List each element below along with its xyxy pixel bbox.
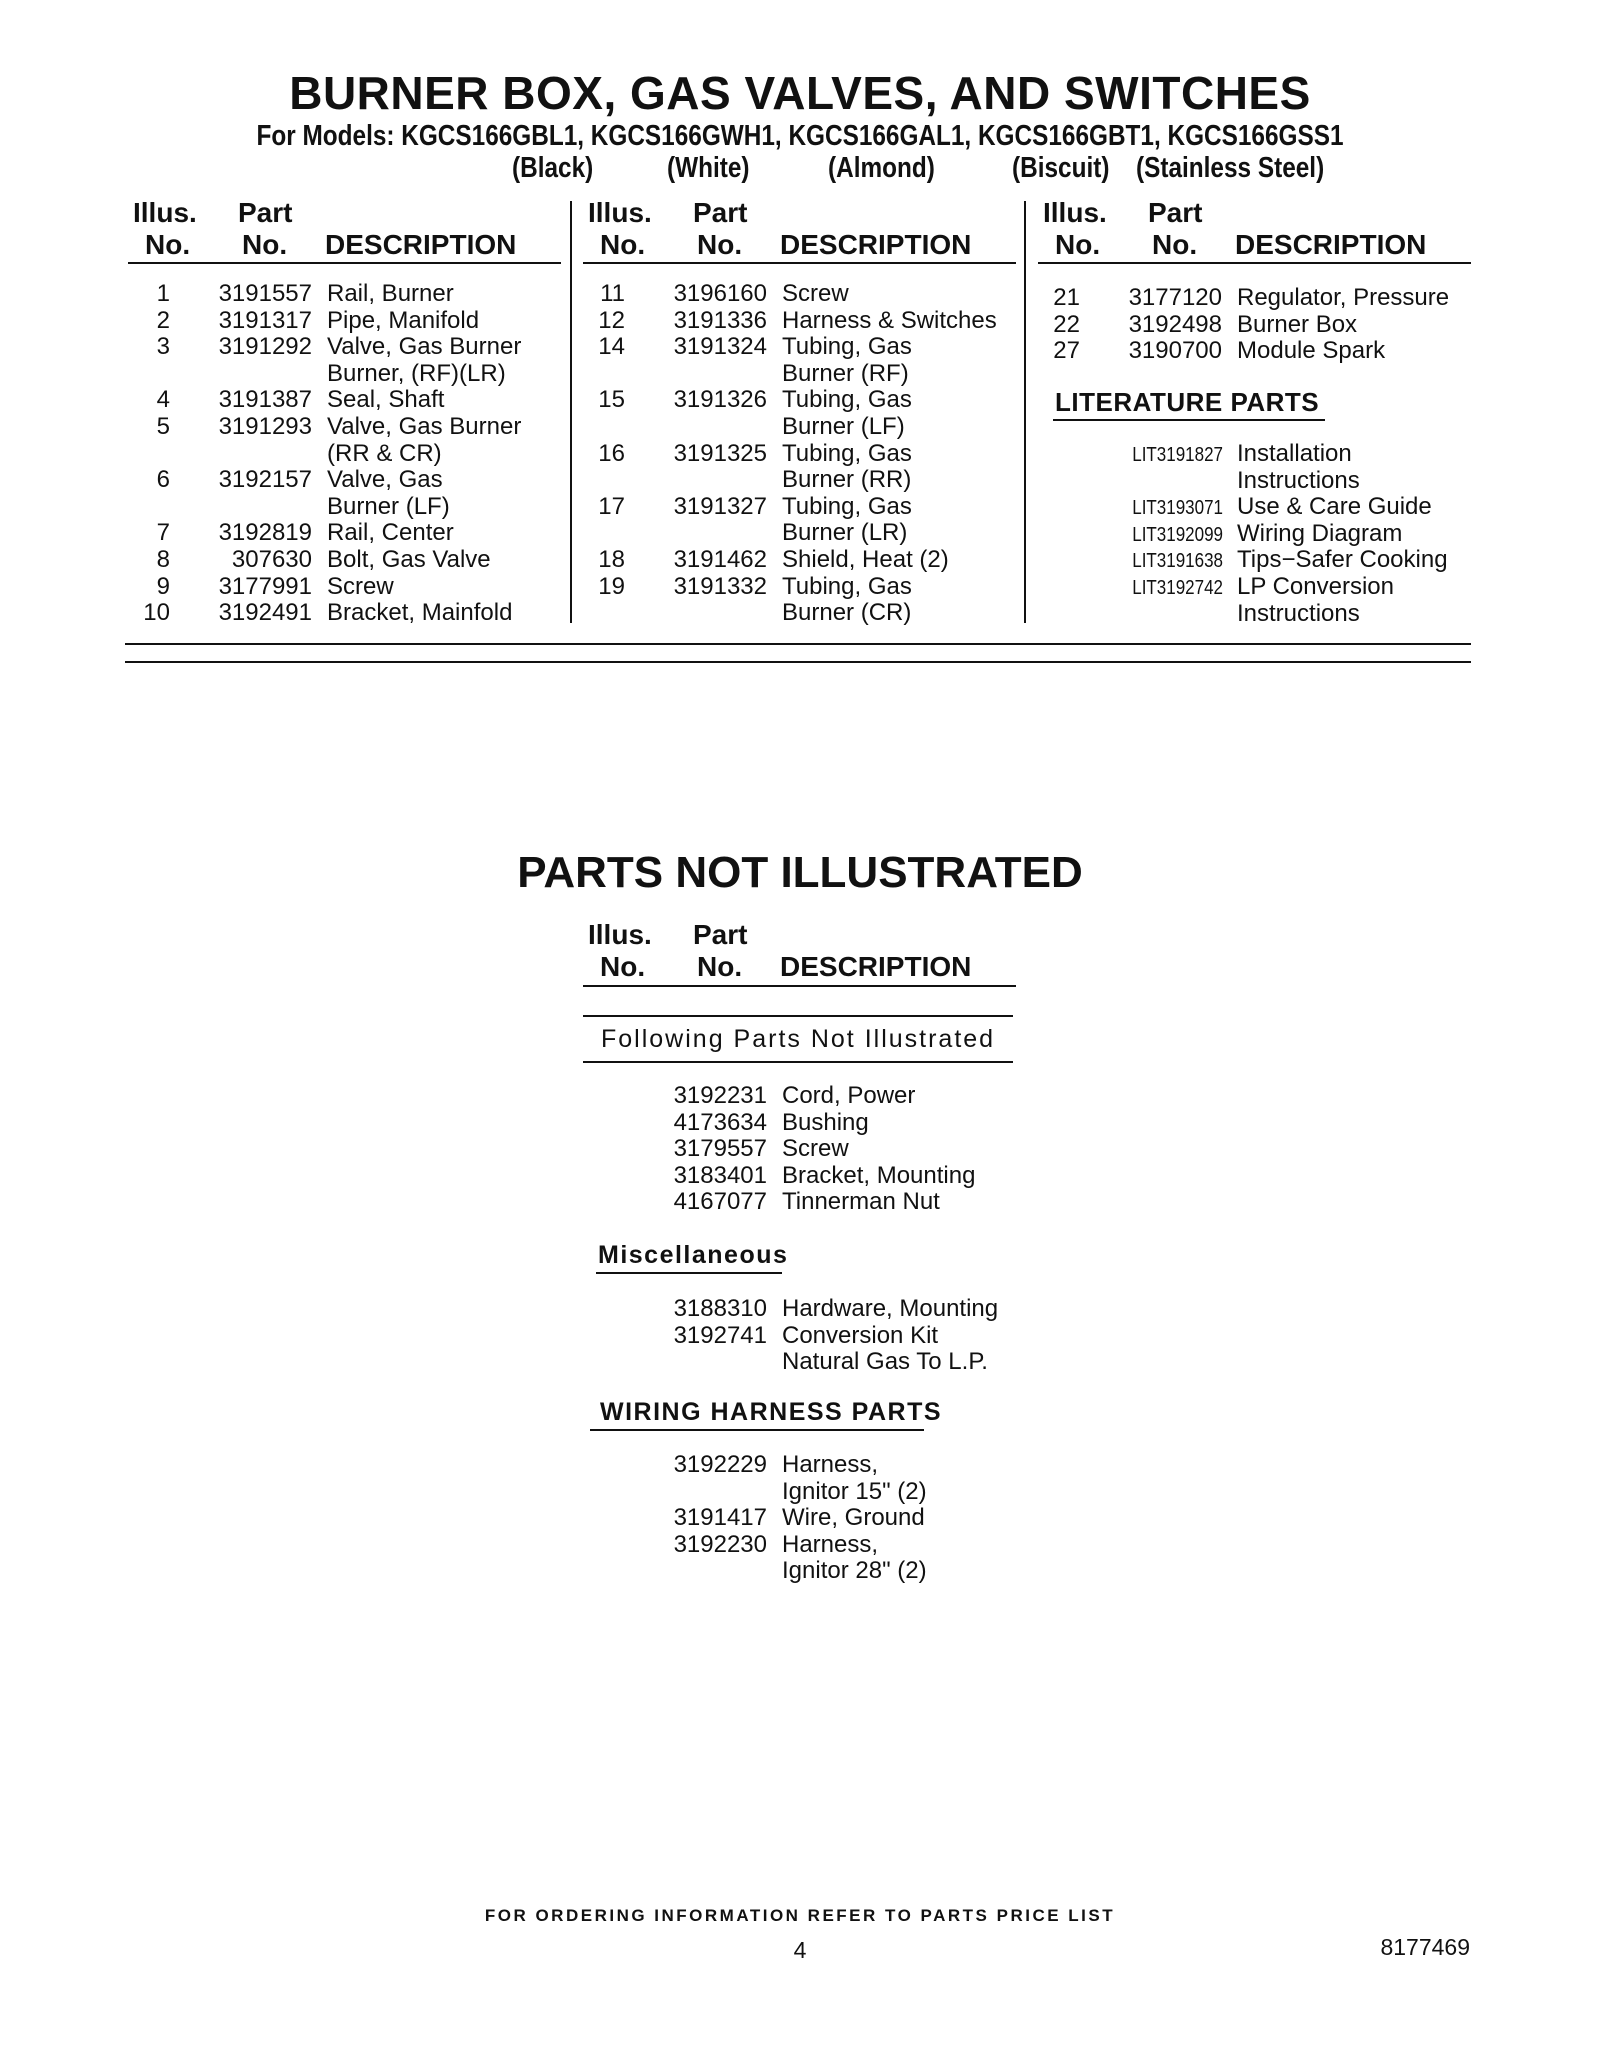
header-part-no: No. xyxy=(242,229,288,260)
footer-note: FOR ORDERING INFORMATION REFER TO PARTS PRICE LIST xyxy=(484,1906,1116,1925)
misc-label: Miscellaneous xyxy=(598,1241,789,1269)
part-number: 3192819 xyxy=(218,519,312,547)
part-description: Burner (RF) xyxy=(782,359,909,387)
part-description: Screw xyxy=(782,280,849,307)
part-number: LIT3191827 xyxy=(1132,444,1223,466)
part-description: Pipe, Manifold xyxy=(327,306,480,334)
part-description: Burner (RR) xyxy=(782,466,912,494)
header-illus: Illus. xyxy=(588,919,652,950)
illus-number: 16 xyxy=(598,439,625,467)
part-number: 3191324 xyxy=(673,333,767,361)
part-number: 3191557 xyxy=(218,280,312,307)
part-description: Burner (LF) xyxy=(327,492,450,520)
document-number: 8177469 xyxy=(1380,1934,1470,1960)
part-description: Natural Gas To L.P. xyxy=(782,1348,988,1376)
part-number: 3191325 xyxy=(673,439,767,467)
section-rule-bottom xyxy=(125,661,1471,663)
column-divider xyxy=(1024,201,1026,623)
part-number: 3196160 xyxy=(673,280,767,307)
part-description: Rail, Burner xyxy=(327,280,454,307)
header-rule-col3 xyxy=(1038,262,1471,264)
part-number: 3191292 xyxy=(218,333,312,361)
part-description: Harness, xyxy=(782,1451,879,1478)
part-number: 3191336 xyxy=(673,306,767,334)
header-rule-pni xyxy=(583,985,1016,987)
part-description: Regulator, Pressure xyxy=(1237,284,1450,311)
part-description: Burner (LF) xyxy=(782,413,905,440)
literature-rule xyxy=(1053,419,1325,421)
part-number: 3177120 xyxy=(1128,284,1222,311)
part-description: Burner (CR) xyxy=(782,599,912,627)
part-number: 3192741 xyxy=(673,1321,767,1349)
header-illus-no: No. xyxy=(600,229,646,260)
header-illus: Illus. xyxy=(1043,197,1107,228)
header-col2 xyxy=(585,197,1015,267)
illus-number: 8 xyxy=(156,546,170,573)
part-description: Ignitor 15" (2) xyxy=(782,1477,927,1505)
part-description: Bracket, Mainfold xyxy=(327,599,513,627)
part-number: LIT3192742 xyxy=(1132,577,1223,599)
illus-number: 19 xyxy=(598,572,625,600)
part-description: Valve, Gas xyxy=(327,466,443,494)
literature-title: LITERATURE PARTS xyxy=(1055,387,1320,417)
header-pni xyxy=(585,919,1015,989)
part-number: 3183401 xyxy=(673,1161,767,1189)
following-label: Following Parts Not Illustrated xyxy=(601,1025,996,1053)
illus-number: 27 xyxy=(1053,337,1080,365)
part-description: Bracket, Mounting xyxy=(782,1161,976,1189)
illus-number: 1 xyxy=(156,280,170,307)
part-description: Bushing xyxy=(782,1108,869,1136)
header-description: DESCRIPTION xyxy=(325,229,517,260)
header-description: DESCRIPTION xyxy=(780,951,972,982)
header-part-no: No. xyxy=(697,951,743,982)
part-description: Shield, Heat (2) xyxy=(782,546,949,573)
illus-number: 2 xyxy=(156,306,170,334)
part-description: Tubing, Gas xyxy=(782,386,912,414)
header-part-no: No. xyxy=(1152,229,1198,260)
header-illus: Illus. xyxy=(133,197,197,228)
header-part: Part xyxy=(1148,197,1203,228)
illus-number: 18 xyxy=(598,546,625,573)
part-number: 3192231 xyxy=(673,1082,767,1109)
part-number: 4167077 xyxy=(673,1188,767,1216)
part-description: Harness & Switches xyxy=(782,306,997,334)
header-description: DESCRIPTION xyxy=(1235,229,1427,260)
part-description: Hardware, Mounting xyxy=(782,1295,999,1322)
page-title: BURNER BOX, GAS VALVES, AND SWITCHES xyxy=(289,67,1311,119)
page-number: 4 xyxy=(793,1937,807,1963)
part-description: Use & Care Guide xyxy=(1237,493,1432,521)
header-col1 xyxy=(130,197,560,267)
part-description: (RR & CR) xyxy=(327,439,442,467)
color-stainless: (Stainless Steel) xyxy=(1136,152,1325,184)
color-black: (Black) xyxy=(512,152,594,184)
illus-number: 5 xyxy=(156,413,170,440)
illus-number: 9 xyxy=(156,572,170,600)
part-description: Screw xyxy=(782,1135,849,1163)
model-colors xyxy=(0,152,1600,186)
illus-number: 17 xyxy=(598,492,625,520)
header-part: Part xyxy=(693,919,748,950)
part-description: Harness, xyxy=(782,1530,879,1558)
part-number: 3191387 xyxy=(218,386,312,414)
part-number: 3192157 xyxy=(218,466,312,494)
illus-number: 14 xyxy=(598,333,625,361)
illus-number: 3 xyxy=(156,333,170,361)
header-illus: Illus. xyxy=(588,197,652,228)
wiring-label: WIRING HARNESS PARTS xyxy=(600,1398,943,1426)
illus-number: 12 xyxy=(598,306,625,334)
part-description: Tips−Safer Cooking xyxy=(1237,546,1448,574)
models-line: For Models: KGCS166GBL1, KGCS166GWH1, KGCS166GAL1, KGCS166GBT1, KGCS166GSS1 xyxy=(256,120,1344,152)
part-description: Instructions xyxy=(1237,599,1360,627)
section-rule-top xyxy=(125,643,1471,645)
part-description: Valve, Gas Burner xyxy=(327,413,522,440)
part-description: Tubing, Gas xyxy=(782,492,912,520)
part-number: 3191462 xyxy=(673,546,767,573)
parts-not-illustrated-title: PARTS NOT ILLUSTRATED xyxy=(517,848,1083,897)
part-description: Module Spark xyxy=(1237,337,1386,365)
color-almond: (Almond) xyxy=(828,152,935,184)
part-description: Burner, (RF)(LR) xyxy=(327,359,506,387)
part-number: 3192229 xyxy=(673,1451,767,1478)
part-number: 3191317 xyxy=(218,306,312,334)
misc-rule xyxy=(596,1272,782,1274)
part-number: LIT3193071 xyxy=(1132,497,1223,520)
part-description: Seal, Shaft xyxy=(327,386,445,414)
part-number: 3192498 xyxy=(1128,310,1222,338)
part-description: Rail, Center xyxy=(327,519,454,547)
part-number: LIT3192099 xyxy=(1132,523,1223,546)
part-number: 4173634 xyxy=(673,1108,767,1136)
part-description: Tubing, Gas xyxy=(782,572,912,600)
part-number: 3177991 xyxy=(218,572,312,600)
part-number: 307630 xyxy=(231,546,312,573)
part-description: Tinnerman Nut xyxy=(782,1188,940,1216)
illus-number: 6 xyxy=(156,466,170,494)
header-rule-col1 xyxy=(128,262,561,264)
part-number: 3191327 xyxy=(673,492,767,520)
color-white: (White) xyxy=(667,152,750,184)
illus-number: 7 xyxy=(156,519,170,547)
part-description: Screw xyxy=(327,572,394,600)
part-number: 3188310 xyxy=(673,1295,767,1322)
part-description: Ignitor 28" (2) xyxy=(782,1557,927,1585)
illus-number: 11 xyxy=(600,280,625,307)
part-number: 3190700 xyxy=(1128,337,1222,365)
header-illus-no: No. xyxy=(145,229,191,260)
header-description: DESCRIPTION xyxy=(780,229,972,260)
illus-number: 15 xyxy=(598,386,625,414)
part-description: Wiring Diagram xyxy=(1237,519,1403,547)
header-illus-no: No. xyxy=(600,951,646,982)
part-description: Tubing, Gas xyxy=(782,439,912,467)
header-part-no: No. xyxy=(697,229,743,260)
part-description: Burner Box xyxy=(1237,310,1358,338)
header-rule-col2 xyxy=(583,262,1016,264)
part-number: 3191326 xyxy=(673,386,767,414)
part-description: Wire, Ground xyxy=(782,1504,925,1532)
illus-number: 21 xyxy=(1053,284,1080,311)
header-illus-no: No. xyxy=(1055,229,1101,260)
part-description: Bolt, Gas Valve xyxy=(327,546,491,573)
part-description: Burner (LR) xyxy=(782,519,908,547)
part-number: 3179557 xyxy=(673,1135,767,1163)
part-description: Cord, Power xyxy=(782,1082,916,1109)
part-number: LIT3191638 xyxy=(1132,550,1223,573)
following-rule-top xyxy=(583,1015,1013,1017)
part-description: Tubing, Gas xyxy=(782,333,912,361)
header-part: Part xyxy=(238,197,293,228)
part-number: 3191417 xyxy=(673,1504,767,1532)
header-col3 xyxy=(1040,197,1470,267)
part-number: 3192230 xyxy=(673,1530,767,1558)
part-description: Instructions xyxy=(1237,466,1360,494)
part-description: Installation xyxy=(1237,440,1352,467)
following-rule-bottom xyxy=(583,1061,1013,1063)
illus-number: 22 xyxy=(1053,310,1080,338)
color-biscuit: (Biscuit) xyxy=(1012,152,1110,184)
header-part: Part xyxy=(693,197,748,228)
illus-number: 10 xyxy=(143,599,170,627)
part-description: Valve, Gas Burner xyxy=(327,333,522,361)
wiring-rule xyxy=(590,1429,924,1431)
part-number: 3191332 xyxy=(673,572,767,600)
part-description: Conversion Kit xyxy=(782,1321,939,1349)
part-description: LP Conversion xyxy=(1237,573,1394,600)
illus-number: 4 xyxy=(156,386,170,414)
part-number: 3192491 xyxy=(218,599,312,627)
part-number: 3191293 xyxy=(218,413,312,440)
